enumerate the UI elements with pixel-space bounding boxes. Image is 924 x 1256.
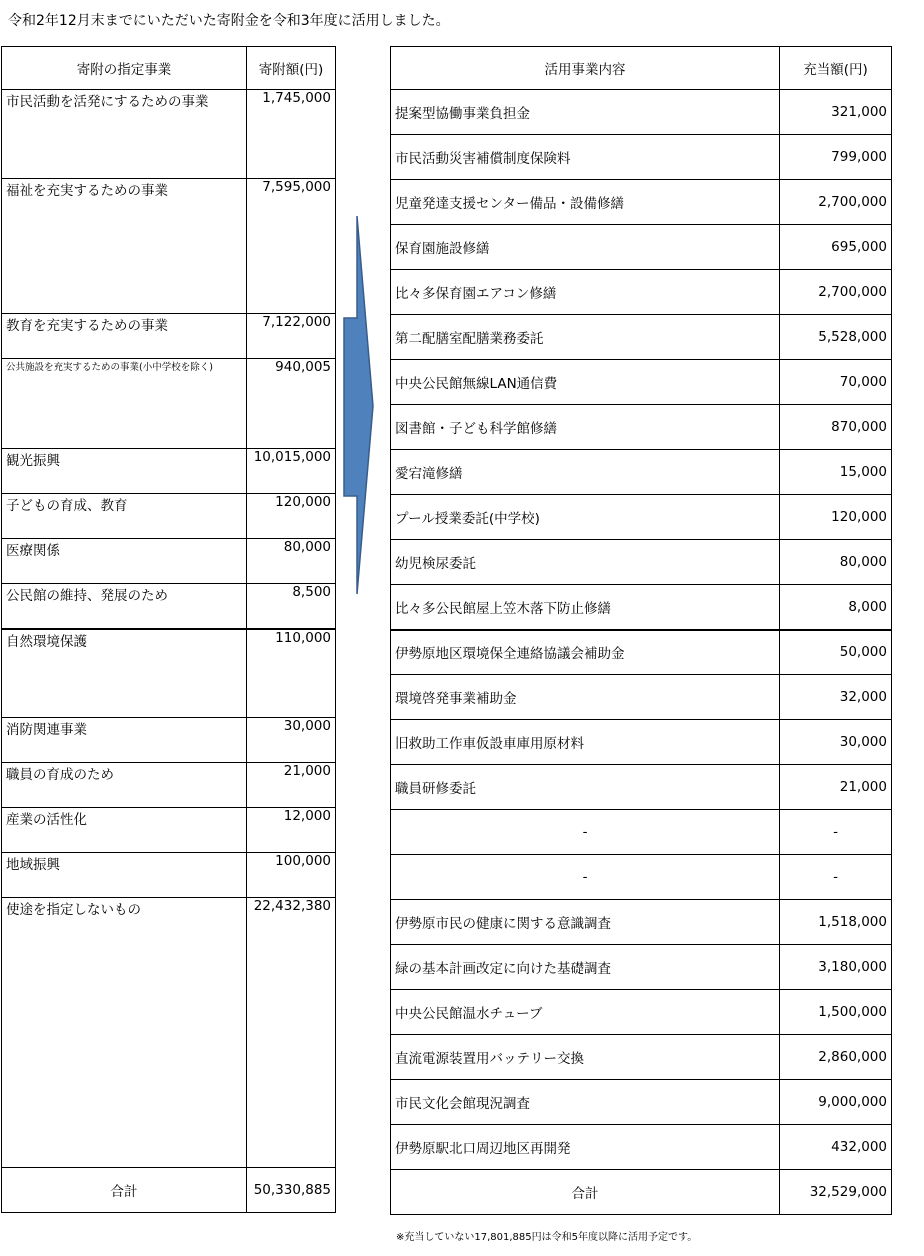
project-name: 伊勢原駅北口周辺地区再開発 [391,1125,780,1170]
allocated-amount: 15,000 [780,450,892,495]
donation-amount: 21,000 [247,763,336,808]
table-row [2,179,336,314]
table-row [2,314,336,359]
page-caption: 令和2年12月末までにいただいた寄附金を令和3年度に活用しました。 [8,13,450,29]
table-row [2,449,336,494]
table-row [391,1080,892,1125]
allocated-amount: 870,000 [780,405,892,450]
table-row [391,720,892,765]
purpose-name: 公民館の維持、発展のため [2,584,247,629]
allocated-amount: - [780,810,892,855]
table-row [391,630,892,675]
table-row [2,718,336,763]
project-name: 旧救助工作車仮設車庫用原材料 [391,720,780,765]
allocated-amount: 799,000 [780,135,892,180]
table-row [2,853,336,898]
table-row [391,450,892,495]
project-name: 児童発達支援センター備品・設備修繕 [391,180,780,225]
table-row [391,225,892,270]
project-name: 伊勢原市民の健康に関する意識調査 [391,900,780,945]
table-row [391,180,892,225]
table-row [391,495,892,540]
table-row [391,810,892,855]
footnote: ※充当していない17,801,885円は令和5年度以降に活用予定です。 [396,1232,698,1243]
table-row [2,584,336,629]
project-name: 比々多保育園エアコン修繕 [391,270,780,315]
right-arrow-icon [342,216,376,596]
table-row [391,1035,892,1080]
project-name: 提案型協働事業負担金 [391,90,780,135]
donation-amount: 120,000 [247,494,336,539]
allocated-amount: 8,000 [780,585,892,630]
donation-amount: 80,000 [247,539,336,584]
donation-amount: 10,015,000 [247,449,336,494]
project-name: 保育園施設修繕 [391,225,780,270]
table-row [2,494,336,539]
project-name: 比々多公民館屋上笠木落下防止修繕 [391,585,780,630]
table-row [391,90,892,135]
project-name: 職員研修委託 [391,765,780,810]
allocated-amount: 432,000 [780,1125,892,1170]
header-purpose: 寄附の指定事業 [2,47,247,90]
table-row [391,675,892,720]
project-name: - [391,810,780,855]
donation-amount: 7,122,000 [247,314,336,359]
allocated-amount: 321,000 [780,90,892,135]
allocated-amount: 50,000 [780,630,892,675]
table-row [391,765,892,810]
purpose-name: 市民活動を活発にするための事業 [2,90,247,179]
allocated-amount: 3,180,000 [780,945,892,990]
allocated-amount: 32,000 [780,675,892,720]
project-name: 緑の基本計画改定に向けた基礎調査 [391,945,780,990]
total-donation-amount: 50,330,885 [247,1168,336,1213]
purpose-name: 産業の活性化 [2,808,247,853]
donation-amount: 1,745,000 [247,90,336,179]
project-name: 中央公民館温水チューブ [391,990,780,1035]
table-row [391,405,892,450]
table-row [391,855,892,900]
allocated-amount: 120,000 [780,495,892,540]
purpose-name: 医療関係 [2,539,247,584]
table-row [2,629,336,718]
table-row [391,135,892,180]
purpose-name: 地域振興 [2,853,247,898]
purpose-name: 公共施設を充実するための事業(小中学校を除く) [2,359,247,449]
project-name: 中央公民館無線LAN通信費 [391,360,780,405]
project-name: 市民文化会館現況調査 [391,1080,780,1125]
usage-project-table [390,46,892,1215]
total-row [391,1170,892,1215]
table-row [391,585,892,630]
donation-amount: 22,432,380 [247,898,336,1168]
allocated-amount: 9,000,000 [780,1080,892,1125]
table-row [2,763,336,808]
donation-amount: 100,000 [247,853,336,898]
purpose-name: 観光振興 [2,449,247,494]
table-row [391,945,892,990]
allocated-amount: 2,700,000 [780,270,892,315]
project-name: 直流電源装置用バッテリー交換 [391,1035,780,1080]
table-row [391,1125,892,1170]
allocated-amount: 80,000 [780,540,892,585]
donation-amount: 110,000 [247,629,336,718]
allocated-amount: 21,000 [780,765,892,810]
table-row [2,898,336,1168]
project-name: 第二配膳室配膳業務委託 [391,315,780,360]
donation-amount: 8,500 [247,584,336,629]
project-name: 伊勢原地区環境保全連絡協議会補助金 [391,630,780,675]
table-row [391,900,892,945]
donation-amount: 12,000 [247,808,336,853]
table-row [391,315,892,360]
purpose-name: 職員の育成のため [2,763,247,808]
project-name: 愛宕滝修繕 [391,450,780,495]
purpose-name: 教育を充実するための事業 [2,314,247,359]
purpose-name: 消防関連事業 [2,718,247,763]
total-allocated-amount: 32,529,000 [780,1170,892,1215]
donation-purpose-table [1,46,336,1213]
donation-amount: 7,595,000 [247,179,336,314]
allocated-amount: 2,700,000 [780,180,892,225]
allocated-amount: 30,000 [780,720,892,765]
allocated-amount: 5,528,000 [780,315,892,360]
project-name: 図書館・子ども科学館修繕 [391,405,780,450]
header-project: 活用事業内容 [391,47,780,90]
project-name: 市民活動災害補償制度保険料 [391,135,780,180]
table-row [391,270,892,315]
header-donation-amount: 寄附額(円) [247,47,336,90]
donation-amount: 940,005 [247,359,336,449]
allocated-amount: 1,500,000 [780,990,892,1035]
purpose-name: 自然環境保護 [2,629,247,718]
table-row [2,808,336,853]
table-row [391,990,892,1035]
project-name: 環境啓発事業補助金 [391,675,780,720]
table-row [2,359,336,449]
allocated-amount: 70,000 [780,360,892,405]
purpose-name: 使途を指定しないもの [2,898,247,1168]
total-label: 合計 [391,1170,780,1215]
donation-amount: 30,000 [247,718,336,763]
total-label: 合計 [2,1168,247,1213]
purpose-name: 福祉を充実するための事業 [2,179,247,314]
project-name: プール授業委託(中学校) [391,495,780,540]
purpose-name: 子どもの育成、教育 [2,494,247,539]
allocated-amount: - [780,855,892,900]
project-name: 幼児検尿委託 [391,540,780,585]
allocated-amount: 2,860,000 [780,1035,892,1080]
table-row [391,540,892,585]
allocated-amount: 695,000 [780,225,892,270]
total-row [2,1168,336,1213]
table-row [2,90,336,179]
table-row [2,539,336,584]
header-allocated-amount: 充当額(円) [780,47,892,90]
table-row [391,360,892,405]
project-name: - [391,855,780,900]
allocated-amount: 1,518,000 [780,900,892,945]
